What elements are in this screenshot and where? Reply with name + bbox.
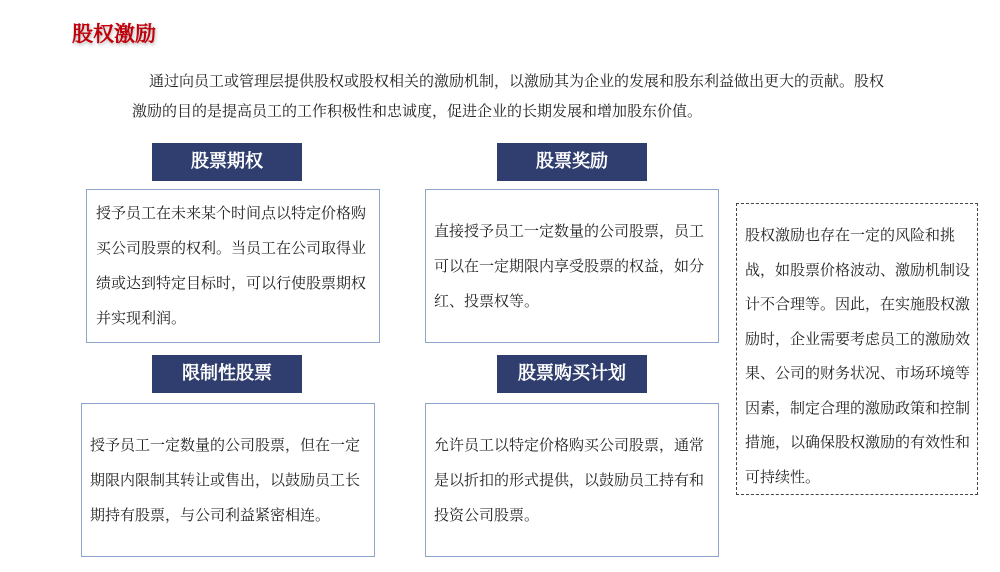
intro-paragraph: 通过向员工或管理层提供股权或股权相关的激励机制，以激励其为企业的发展和股东利益做出更大的贡献。股权激励的目的是提高员工的工作积极性和忠诚度，促进企业的长期发展和增加股东价值。 (132, 72, 885, 120)
stock-options-text: 授予员工在未来某个时间点以特定价格购买公司股票的权利。当员工在公司取得业绩或达到特定目标时，可以行使股票期权并实现利润。 (96, 204, 367, 327)
restricted-stock-box (81, 403, 375, 557)
stock-options-header: 股票期权 (152, 143, 302, 181)
stock-awards-box (425, 189, 719, 343)
stock-purchase-plan-text: 允许员工以特定价格购买公司股票，通常是以折扣的形式提供，以鼓励员工持有和投资公司股票。 (434, 435, 705, 524)
side-note-text: 股权激励也存在一定的风险和挑战，如股票价格波动、激励机制设计不合理等。因此，在实施股权激励时，企业需要考虑员工的激励效果、公司的财务状况、市场环境等因素，制定合理的激励政策和控制措施，以确保股权激励的有效性和可持续性。 (745, 226, 971, 486)
page-title: 股权激励 (72, 22, 156, 46)
restricted-stock-header: 限制性股票 (152, 355, 302, 393)
stock-purchase-plan-header: 股票购买计划 (497, 355, 647, 393)
stock-awards-header: 股票奖励 (497, 143, 647, 181)
side-note-box (736, 203, 978, 495)
restricted-stock-text: 授予员工一定数量的公司股票，但在一定期限内限制其转让或售出，以鼓励员工长期持有股票，与公司利益紧密相连。 (90, 435, 361, 524)
stock-purchase-plan-box (425, 403, 719, 557)
stock-awards-text: 直接授予员工一定数量的公司股票，员工可以在一定期限内享受股票的权益，如分红、投票权等。 (434, 221, 705, 310)
stock-options-box (86, 189, 380, 343)
